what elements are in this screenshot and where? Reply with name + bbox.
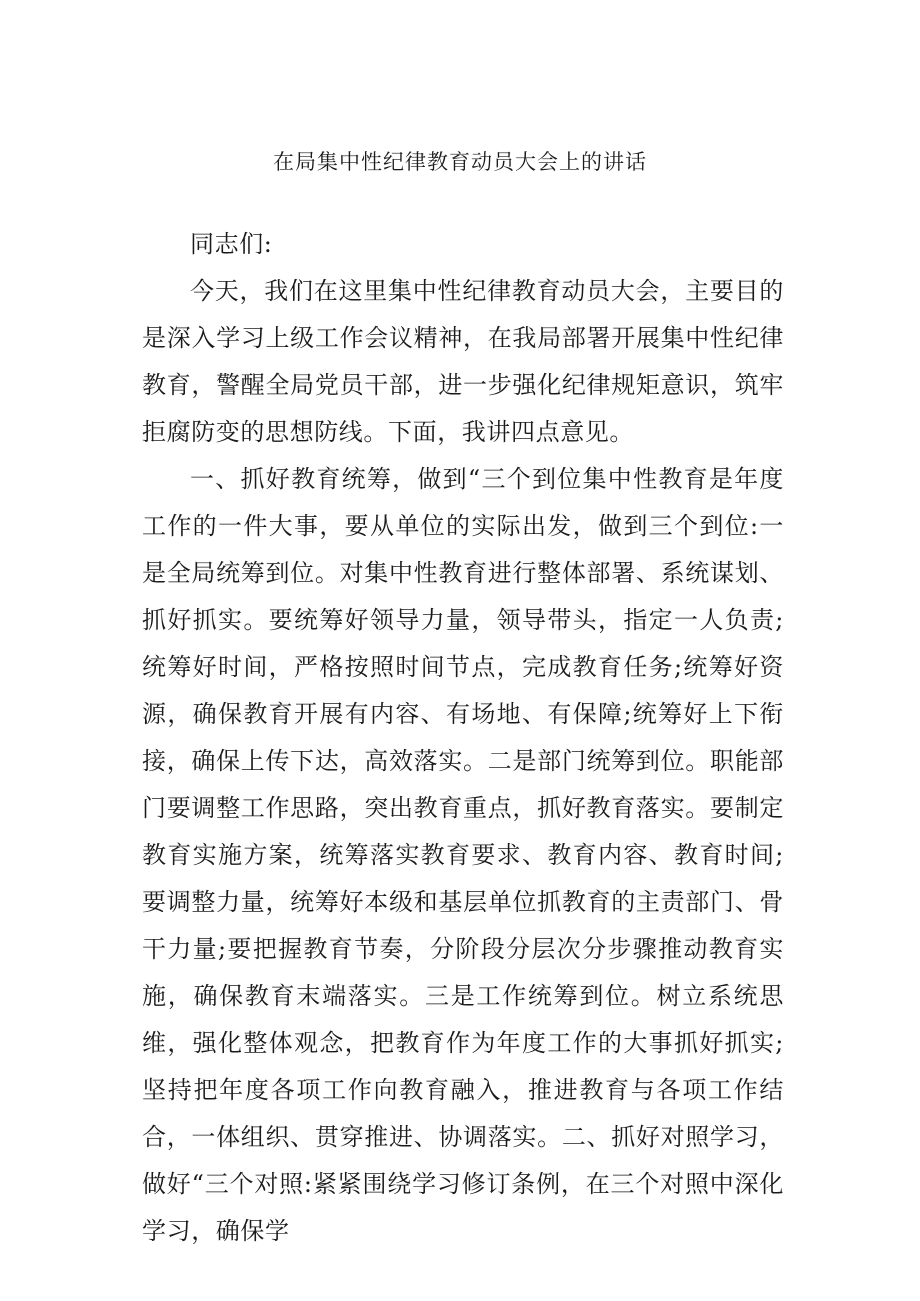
document-title: 在局集中性纪律教育动员大会上的讲话 [273,150,647,174]
paragraph-section-one: 一、抓好教育统筹，做到“三个到位集中性教育是年度工作的一件大事，要从单位的实际出发，做到三个到位:一是全局统筹到位。对集中性教育进行整体部署、系统谋划、抓好抓实。要统筹好领导力量，领导带头，指定一人负责;统筹好时间，严格按照时间节点，完成教育任务;统筹好资源，确保教育开展有内容、有场地、有保障;统筹好上下衔接，确保上传下达，高效落实。二是部门统筹到位。职能部门要调整工作思路，突出教育重点，抓好教育落实。要制定教育实施方案，统筹落实教育要求、教育内容、教育时间;要调整力量，统筹好本级和基层单位抓教育的主责部门、骨干力量;要把握教育节奏，分阶段分层次分步骤推动教育实施，确保教育末端落实。三是工作统筹到位。树立系统思维，强化整体观念，把教育作为年度工作的大事抓好抓实;坚持把年度各项工作向教育融入，推进教育与各项工作结合，一体组织、贯穿推进、协调落实。二、抓好对照学习，做好“三个对照:紧紧围绕学习修订条例，在三个对照中深化学习，确保学 [142,465,784,1245]
paragraph-intro: 今天，我们在这里集中性纪律教育动员大会，主要目的是深入学习上级工作会议精神，在我局部署开展集中性纪律教育，警醒全局党员干部，进一步强化纪律规矩意识，筑牢拒腐防变的思想防线。下面，我讲四点意见。 [142,277,784,446]
document-body [142,221,784,1255]
paragraph-salutation: 同志们: [190,230,273,258]
